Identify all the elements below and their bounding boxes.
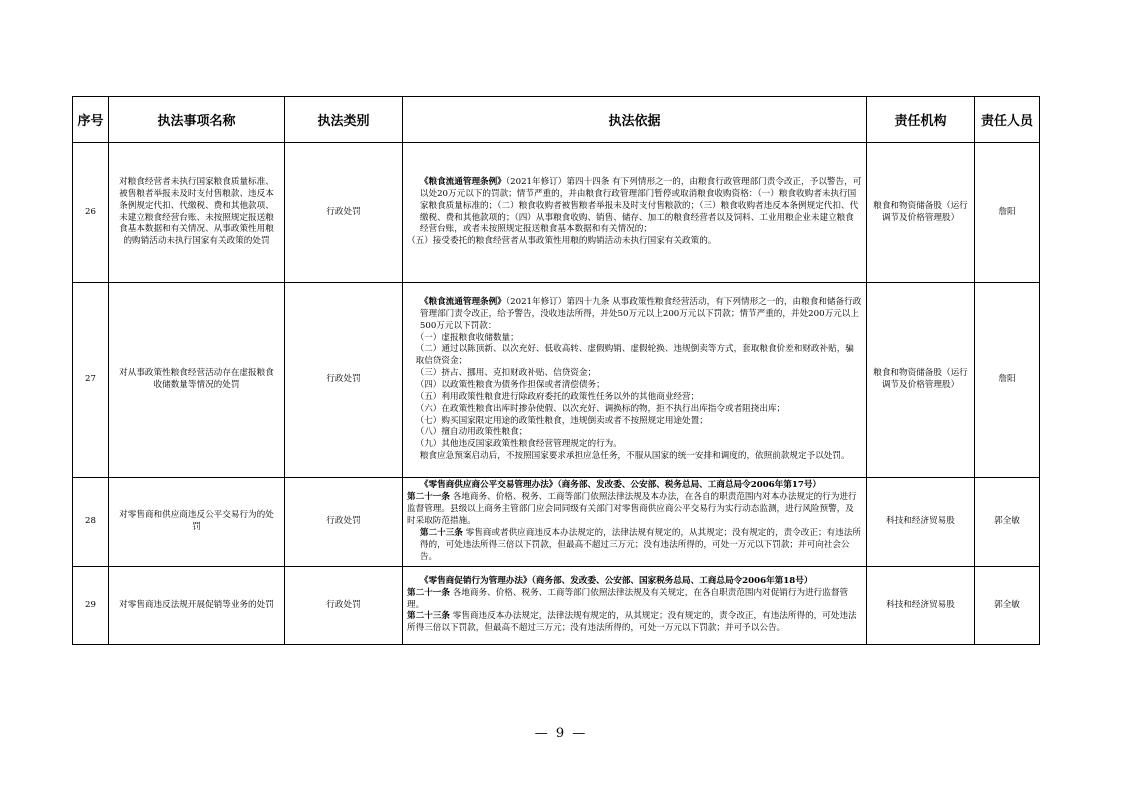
- enforcement-table: [72, 96, 1040, 645]
- row-person: 郭全敏: [975, 567, 1040, 645]
- row-type: 行政处罚: [285, 283, 403, 478]
- row-basis: [403, 567, 867, 645]
- row-no: 27: [73, 283, 109, 478]
- basis-article: [407, 492, 862, 528]
- row-no: 28: [73, 478, 109, 567]
- article-label: 第二十三条: [419, 527, 463, 538]
- row-type: 行政处罚: [285, 143, 403, 283]
- row-person: 郭全敏: [975, 478, 1040, 567]
- basis-paragraph: [407, 177, 862, 236]
- basis-text: （2021年修订）第四十九条 从事政策性粮食经营活动，有下列情形之一的，由粮食和储备行政管理部门责令改正，给予警告，没收违法所得，并处50万元以上200万元以下罚款；情节严重的，并处200万元以上500万元以下罚款：: [419, 296, 862, 331]
- basis-article: [407, 528, 862, 564]
- page-number: — 9 —: [534, 726, 588, 741]
- header-type: 执法类别: [285, 97, 403, 143]
- basis-title: 《零售商供应商公平交易管理办法》（商务部、发改委、公安部、税务总局、工商总局令2006年第17号）: [419, 480, 822, 491]
- article-label: 第二十一条: [407, 492, 450, 503]
- basis-title: 《零售商促销行为管理办法》（商务部、发改委、公安部、国家税务总局、工商总局令2006年第18号）: [419, 575, 813, 586]
- basis-item: （七）购买国家限定用途的政策性粮食，违规倒卖或者不按照规定用途处置；: [415, 415, 708, 426]
- basis-article: [407, 588, 862, 612]
- basis-item: （八）擅自动用政策性粮食；: [415, 427, 528, 438]
- header-org: 责任机构: [867, 97, 975, 143]
- basis-title: 《粮食流通管理条例》: [419, 296, 506, 307]
- row-name: 对从事政策性粮食经营活动存在虚报粮食收储数量等情况的处罚: [109, 283, 285, 478]
- article-text: 各地商务、价格、税务、工商等部门依照法律法规及有关规定，在各自职责范围内对促销行为进行监督管理。: [407, 587, 849, 610]
- row-person: 詹阳: [975, 143, 1040, 283]
- table-header-row: [73, 97, 1040, 143]
- table-row: [73, 283, 1040, 478]
- table-row: [73, 567, 1040, 645]
- basis-item: （四）以政策性粮食为债务作担保或者清偿债务；: [415, 380, 605, 390]
- basis-article: [407, 611, 862, 635]
- table-row: [73, 478, 1040, 567]
- row-org: 粮食和物资储备股（运行调节及价格管理股）: [867, 143, 975, 283]
- row-no: 29: [73, 567, 109, 645]
- basis-item: （六）在政策性粮食出库时掺杂使假、以次充好、调换标的物，拒不执行出库指令或者阻挠出库；: [415, 403, 786, 414]
- row-name: 对零售商违反法规开展促销等业务的处罚: [109, 567, 285, 645]
- table-row: [73, 143, 1040, 283]
- basis-title: 《粮食流通管理条例》: [419, 176, 506, 187]
- basis-item: （三）挤占、挪用、克扣财政补贴、信贷资金；: [415, 368, 597, 379]
- row-basis: [403, 478, 867, 567]
- row-name: 对零售商和供应商违反公平交易行为的处罚: [109, 478, 285, 567]
- article-text: 零售商或者供应商违反本办法规定的，法律法规有规定的，从其规定；没有规定的，责令改正；有违法所得的，可处违法所得三倍以下罚款，但最高不超过三万元；没有违法所得的，可处一万元以下罚款；并可向社会公告。: [419, 527, 861, 562]
- row-type: 行政处罚: [285, 567, 403, 645]
- basis-item: （一）虚报粮食收储数量；: [415, 332, 519, 343]
- basis-item: （五）利用政策性粮食进行除政府委托的政策性任务以外的其他商业经营；: [415, 391, 700, 402]
- row-type: 行政处罚: [285, 478, 403, 567]
- article-text: 各地商务、价格、税务、工商等部门依照法律法规及本办法，在各自的职责范围内对本办法规定的行为进行监督管理。县级以上商务主管部门应会同同级有关部门对零售商供应商公平交易行为实行动态监测，进行风险预警，及时采取防范措施。: [407, 492, 857, 527]
- row-name: 对粮食经营者未执行国家粮食质量标准、被售粮者举报未及时支付售粮款、违反本条例规定代扣、代缴税、费和其他款项、未建立粮食经营台账、未按照规定报送粮食基本数据和有关情况、从事政策性用粮的购销活动未执行国家有关政策的处罚: [109, 143, 285, 283]
- row-org: 科技和经济贸易股: [867, 567, 975, 645]
- row-org: 科技和经济贸易股: [867, 478, 975, 567]
- row-basis: [403, 283, 867, 478]
- row-no: 26: [73, 143, 109, 283]
- basis-text: （2021年修订）第四十四条 有下列情形之一的，由粮食行政管理部门责令改正，予以警告，可以处20万元以下的罚款；情节严重的，并由粮食行政管理部门暂停或取消粮食收购资格：（一）粮食收购者未执行国家粮食质量标准的；（二）粮食收购者被售粮者举报未及时支付售粮款的；（三）粮食收购者违反本条例规定代扣、代缴税、费和其他款项的；（四）从事粮食收购、销售、储存、加工的粮食经营者以及饲料、工业用粮企业未建立粮食经营台账，或者未按照规定报送粮食基本数据和有关情况的；: [419, 176, 862, 235]
- basis-paragraph: [407, 297, 862, 333]
- header-name: 执法事项名称: [109, 97, 285, 143]
- basis-tail: 粮食应急预案启动后，不按照国家要求承担应急任务，不服从国家的统一安排和调度的，依照前款规定予以处罚。: [419, 451, 850, 462]
- basis-item: （五）接受委托的粮食经营者从事政策性用粮的购销活动未执行国家有关政策的。: [407, 236, 717, 247]
- article-text: 零售商违反本办法规定，法律法规有规定的，从其规定；没有规定的，责令改正，有违法所得的，可处违法所得三倍以下罚款，但最高不超过三万元；没有违法所得的，可处一万元以下罚款；并可予以公告。: [407, 611, 857, 634]
- row-org: 粮食和物资储备股（运行调节及价格管理股）: [867, 283, 975, 478]
- row-basis: [403, 143, 867, 283]
- header-no: 序号: [73, 97, 109, 143]
- header-person: 责任人员: [975, 97, 1040, 143]
- basis-item: （九）其他违反国家政策性粮食经营管理规定的行为。: [415, 439, 622, 450]
- header-basis: 执法依据: [403, 97, 867, 143]
- basis-item: （二）通过以陈顶新、以次充好、低收高转、虚假购销、虚假轮换、违规倒卖等方式，套取粮食价差和财政补贴，骗取信贷资金；: [415, 344, 854, 367]
- row-person: 詹阳: [975, 283, 1040, 478]
- article-label: 第二十三条: [407, 611, 450, 622]
- article-label: 第二十一条: [407, 587, 450, 598]
